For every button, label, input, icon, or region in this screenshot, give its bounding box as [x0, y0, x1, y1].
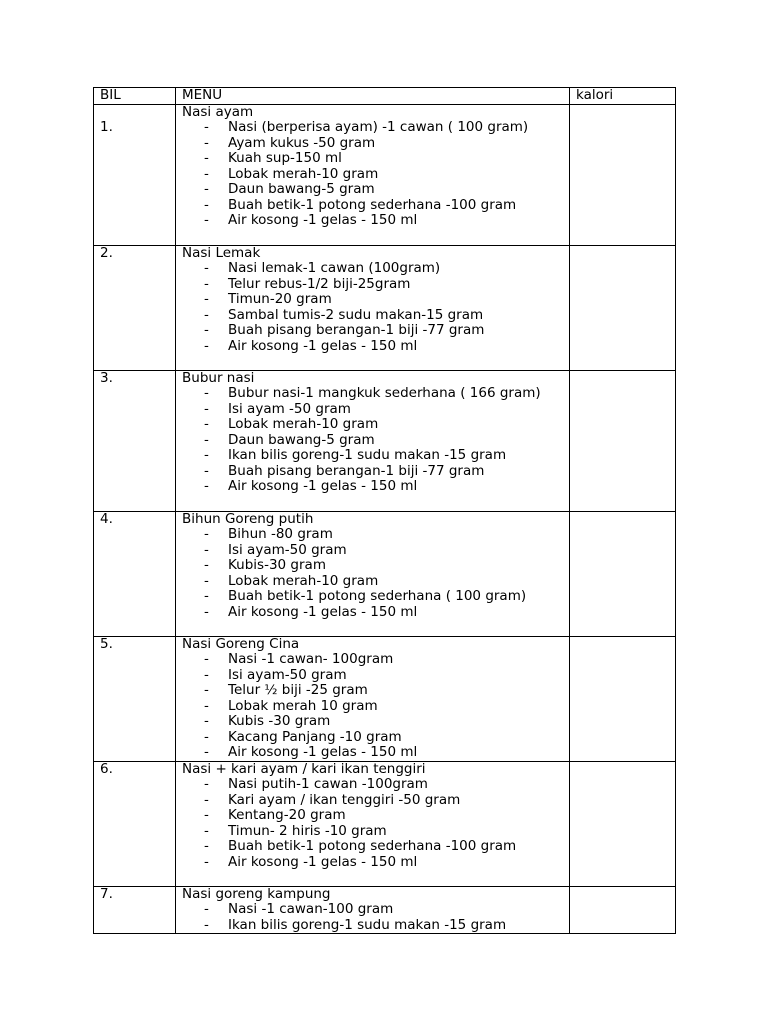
list-item — [182, 402, 563, 418]
ingredient-text: Lobak merah-10 gram — [228, 165, 379, 182]
dish-name: Nasi Lemak — [182, 245, 261, 261]
row-number: 1. — [100, 119, 113, 135]
list-item — [182, 448, 563, 464]
ingredient-text: Lobak merah 10 gram — [228, 697, 378, 714]
list-item — [182, 652, 563, 668]
ingredient-text: Buah betik-1 potong sederhana ( 100 gram) — [228, 588, 527, 604]
row-number: 5. — [100, 636, 113, 652]
ingredient-text: Ikan bilis goreng-1 sudu makan -15 gram — [228, 447, 507, 463]
ingredient-text: Buah betik-1 potong sederhana -100 gram — [228, 196, 517, 213]
bil-cell — [94, 511, 176, 636]
list-item — [182, 558, 563, 574]
table-row — [94, 511, 676, 636]
kalori-cell — [570, 511, 676, 636]
ingredient-text: Isi ayam-50 gram — [228, 666, 347, 683]
ingredient-text: Sambal tumis-2 sudu makan-15 gram — [228, 306, 484, 323]
list-item — [182, 323, 563, 339]
dash-bullet: - — [204, 291, 209, 307]
dash-bullet: - — [204, 447, 209, 463]
ingredient-list — [182, 527, 563, 620]
ingredient-text: Bubur nasi-1 mangkuk sederhana ( 166 gram) — [228, 385, 541, 401]
kalori-cell — [570, 761, 676, 886]
ingredient-text: Kubis-30 gram — [228, 557, 326, 573]
row-number: 3. — [100, 370, 113, 386]
ingredient-text: Telur ½ biji -25 gram — [228, 682, 368, 698]
ingredient-list — [182, 261, 563, 354]
list-item — [182, 417, 563, 433]
ingredient-text: Air kosong -1 gelas - 150 ml — [228, 744, 418, 760]
menu-cell — [176, 886, 570, 934]
dash-bullet: - — [204, 697, 209, 714]
ingredient-text: Daun bawang-5 gram — [228, 431, 375, 448]
dash-bullet: - — [204, 260, 209, 276]
list-item — [182, 777, 563, 793]
list-item — [182, 136, 563, 152]
list-item — [182, 824, 563, 840]
table-row — [94, 636, 676, 761]
list-item — [182, 167, 563, 183]
ingredient-text: Air kosong -1 gelas - 150 ml — [228, 603, 418, 620]
dash-bullet: - — [204, 791, 209, 808]
dash-bullet: - — [204, 588, 209, 604]
row-number: 4. — [100, 511, 113, 527]
list-item — [182, 714, 563, 730]
list-item — [182, 699, 563, 715]
ingredient-text: Isi ayam-50 gram — [228, 541, 347, 558]
row-number: 2. — [100, 245, 113, 261]
dash-bullet: - — [204, 306, 209, 323]
ingredient-text: Kuah sup-150 ml — [228, 150, 342, 166]
ingredient-list — [182, 120, 563, 229]
bil-cell — [94, 370, 176, 511]
dash-bullet: - — [204, 776, 209, 792]
list-item — [182, 902, 563, 918]
ingredient-list — [182, 386, 563, 495]
dash-bullet: - — [204, 807, 209, 823]
ingredient-text: Lobak merah-10 gram — [228, 572, 379, 589]
dash-bullet: - — [204, 572, 209, 589]
ingredient-list — [182, 652, 563, 761]
ingredient-text: Nasi putih-1 cawan -100gram — [228, 776, 428, 792]
dash-bullet: - — [204, 822, 209, 839]
table-row — [94, 370, 676, 511]
dash-bullet: - — [204, 275, 209, 292]
ingredient-text: Buah pisang berangan-1 biji -77 gram — [228, 462, 485, 479]
dish-name: Nasi ayam — [182, 104, 254, 120]
ingredient-text: Ikan bilis goreng-1 sudu makan -15 gram — [228, 916, 507, 933]
list-item — [182, 683, 563, 699]
dash-bullet: - — [204, 713, 209, 729]
ingredient-text: Kacang Panjang -10 gram — [228, 728, 402, 745]
dash-bullet: - — [204, 134, 209, 151]
kalori-cell — [570, 370, 676, 511]
ingredient-text: Air kosong -1 gelas - 150 ml — [228, 478, 418, 494]
kalori-cell — [570, 636, 676, 761]
ingredient-text: Timun- 2 hiris -10 gram — [228, 822, 387, 839]
list-item — [182, 261, 563, 277]
ingredient-text: Timun-20 gram — [228, 291, 332, 307]
ingredient-text: Bihun -80 gram — [228, 526, 333, 542]
table-row — [94, 245, 676, 370]
dash-bullet: - — [204, 744, 209, 760]
dash-bullet: - — [204, 196, 209, 213]
dash-bullet: - — [204, 337, 209, 354]
ingredient-list — [182, 902, 563, 933]
ingredient-text: Buah betik-1 potong sederhana -100 gram — [228, 838, 517, 854]
dish-name: Nasi + kari ayam / kari ikan tenggiri — [182, 761, 426, 777]
ingredient-text: Isi ayam -50 gram — [228, 400, 351, 417]
list-item — [182, 464, 563, 480]
list-item — [182, 527, 563, 543]
dash-bullet: - — [204, 603, 209, 620]
dash-bullet: - — [204, 385, 209, 401]
list-item — [182, 668, 563, 684]
ingredient-text: Telur rebus-1/2 biji-25gram — [228, 275, 411, 292]
list-item — [182, 855, 563, 871]
list-item — [182, 839, 563, 855]
dash-bullet: - — [204, 901, 209, 917]
menu-cell — [176, 761, 570, 886]
menu-cell — [176, 511, 570, 636]
header-bil: BIL — [94, 88, 176, 105]
list-item — [182, 339, 563, 355]
bil-cell — [94, 636, 176, 761]
dash-bullet: - — [204, 150, 209, 166]
dash-bullet: - — [204, 400, 209, 417]
list-item — [182, 730, 563, 746]
ingredient-text: Nasi -1 cawan-100 gram — [228, 901, 394, 917]
kalori-cell — [570, 886, 676, 934]
header-row — [94, 88, 676, 105]
list-item — [182, 808, 563, 824]
dash-bullet: - — [204, 557, 209, 573]
list-item — [182, 386, 563, 402]
list-item — [182, 605, 563, 621]
dash-bullet: - — [204, 838, 209, 854]
dish-name: Bihun Goreng putih — [182, 511, 314, 527]
menu-cell — [176, 104, 570, 245]
dash-bullet: - — [204, 478, 209, 494]
ingredient-text: Daun bawang-5 gram — [228, 181, 375, 197]
dash-bullet: - — [204, 462, 209, 479]
header-kalori: kalori — [570, 88, 676, 105]
ingredient-text: Kentang-20 gram — [228, 807, 346, 823]
ingredient-list — [182, 777, 563, 870]
row-number: 6. — [100, 761, 113, 777]
ingredient-text: Kari ayam / ikan tenggiri -50 gram — [228, 791, 461, 808]
dash-bullet: - — [204, 916, 209, 933]
list-item — [182, 543, 563, 559]
ingredient-text: Nasi -1 cawan- 100gram — [228, 651, 394, 667]
list-item — [182, 120, 563, 136]
list-item — [182, 182, 563, 198]
ingredient-text: Air kosong -1 gelas - 150 ml — [228, 853, 418, 870]
dish-name: Bubur nasi — [182, 370, 255, 386]
list-item — [182, 793, 563, 809]
menu-cell — [176, 245, 570, 370]
dash-bullet: - — [204, 651, 209, 667]
dash-bullet: - — [204, 541, 209, 558]
list-item — [182, 292, 563, 308]
list-item — [182, 745, 563, 761]
list-item — [182, 213, 563, 229]
ingredient-text: Lobak merah-10 gram — [228, 416, 379, 432]
kalori-cell — [570, 245, 676, 370]
ingredient-text: Ayam kukus -50 gram — [228, 134, 376, 151]
dash-bullet: - — [204, 165, 209, 182]
list-item — [182, 479, 563, 495]
table-row — [94, 886, 676, 934]
list-item — [182, 589, 563, 605]
dash-bullet: - — [204, 666, 209, 683]
menu-cell — [176, 636, 570, 761]
dash-bullet: - — [204, 526, 209, 542]
dash-bullet: - — [204, 431, 209, 448]
list-item — [182, 151, 563, 167]
ingredient-text: Kubis -30 gram — [228, 713, 331, 729]
header-menu: MENU — [176, 88, 570, 105]
table-row — [94, 104, 676, 245]
kalori-cell — [570, 104, 676, 245]
dash-bullet: - — [204, 322, 209, 338]
ingredient-text: Nasi (berperisa ayam) -1 cawan ( 100 gram) — [228, 119, 529, 135]
row-number: 7. — [100, 886, 113, 902]
dash-bullet: - — [204, 212, 209, 228]
list-item — [182, 574, 563, 590]
menu-cell — [176, 370, 570, 511]
dash-bullet: - — [204, 728, 209, 745]
list-item — [182, 277, 563, 293]
dash-bullet: - — [204, 416, 209, 432]
list-item — [182, 308, 563, 324]
ingredient-text: Air kosong -1 gelas - 150 ml — [228, 337, 418, 354]
ingredient-text: Air kosong -1 gelas - 150 ml — [228, 212, 418, 228]
dash-bullet: - — [204, 853, 209, 870]
menu-table — [93, 87, 676, 934]
bil-cell — [94, 886, 176, 934]
dish-name: Nasi Goreng Cina — [182, 636, 300, 652]
list-item — [182, 433, 563, 449]
table-row — [94, 761, 676, 886]
list-item — [182, 198, 563, 214]
dash-bullet: - — [204, 682, 209, 698]
ingredient-text: Buah pisang berangan-1 biji -77 gram — [228, 322, 485, 338]
bil-cell — [94, 245, 176, 370]
bil-cell — [94, 104, 176, 245]
ingredient-text: Nasi lemak-1 cawan (100gram) — [228, 260, 441, 276]
dash-bullet: - — [204, 181, 209, 197]
bil-cell — [94, 761, 176, 886]
dish-name: Nasi goreng kampung — [182, 886, 331, 902]
list-item — [182, 918, 563, 934]
dash-bullet: - — [204, 119, 209, 135]
